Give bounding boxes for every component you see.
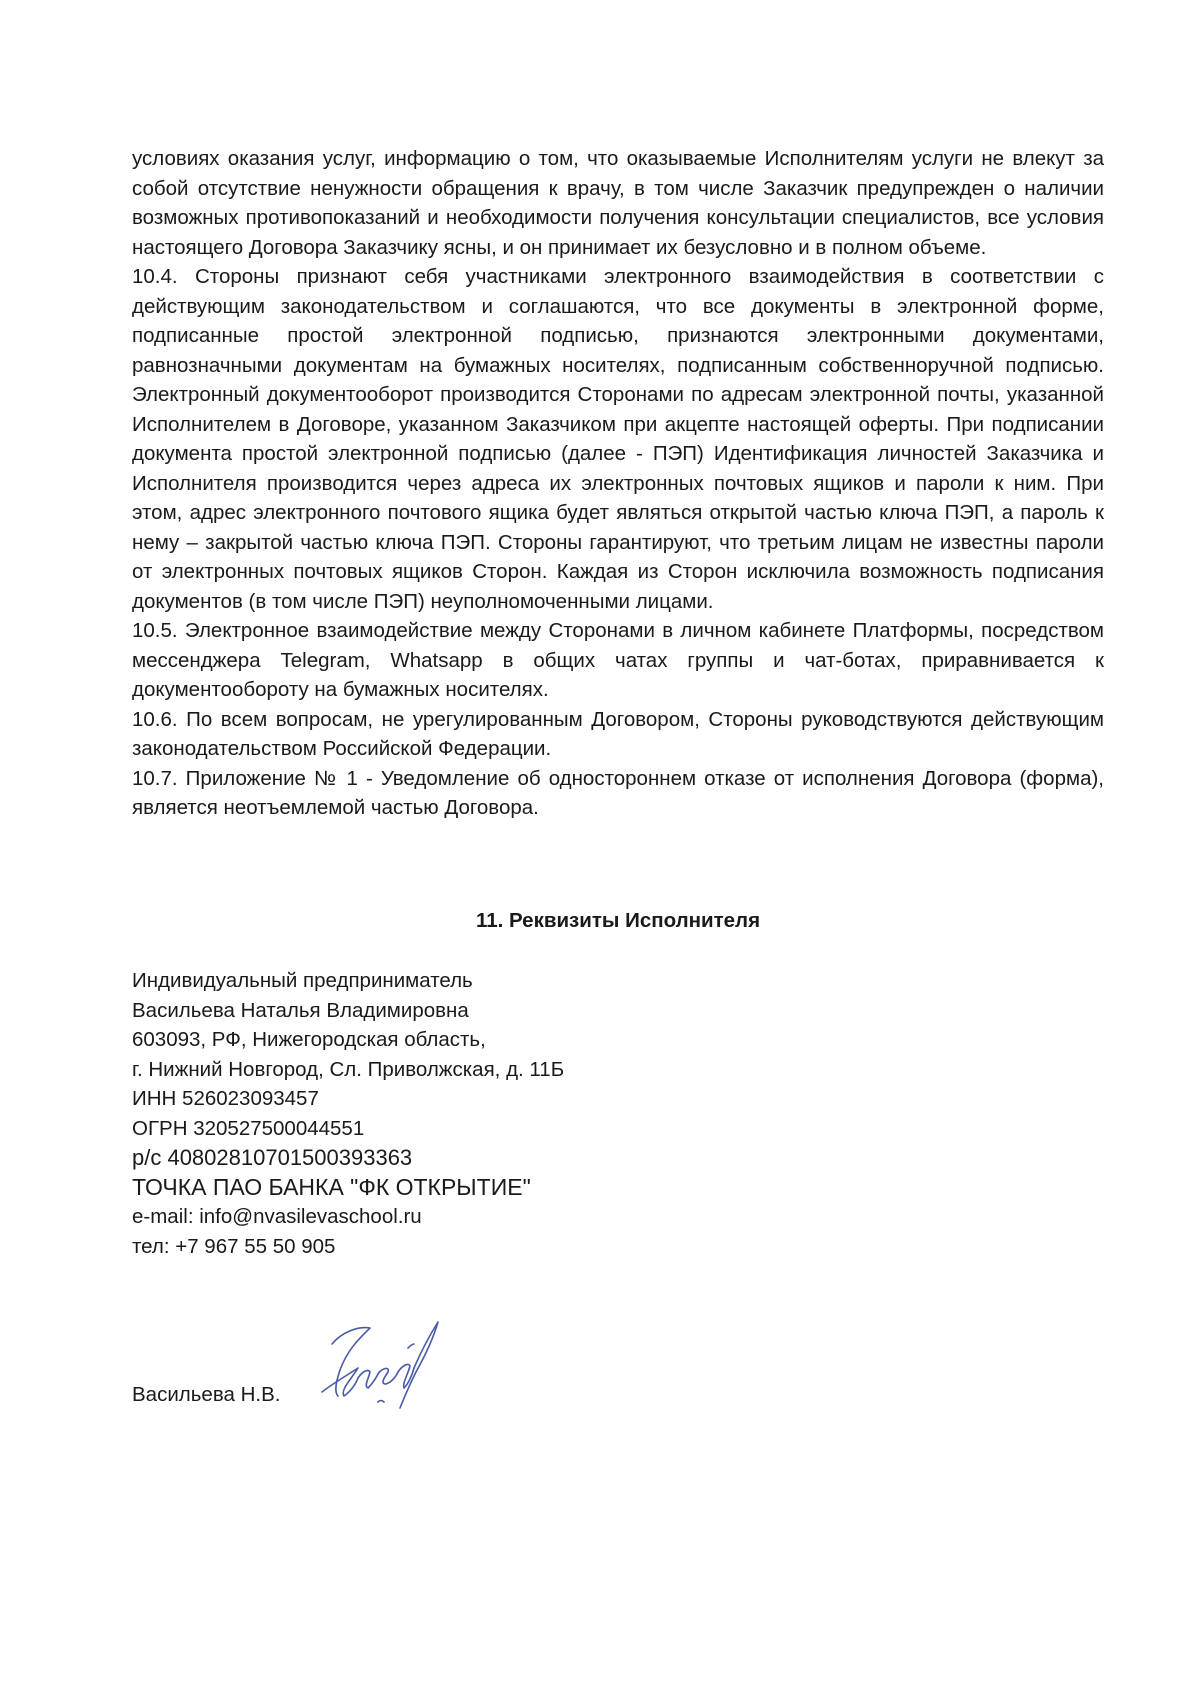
paragraph-continuation: условиях оказания услуг, информацию о том, что оказываемые Исполнителям услуги не влекут за собой отсутствие ненужности обращения к врачу, в том числе Заказчик предупрежден о наличии возможных противопоказаний и необходимости получения консультации специалистов, все условия настоящего Договора Заказчику ясны, и он принимает их безусловно и в полном объеме. bbox=[132, 147, 1104, 259]
details-inn: ИНН 526023093457 bbox=[132, 1087, 319, 1110]
handwritten-signature bbox=[318, 1292, 448, 1412]
details-address-region: 603093, РФ, Нижегородская область, bbox=[132, 1028, 486, 1051]
section-heading: 11. Реквизиты Исполнителя bbox=[475, 909, 761, 932]
paragraph-10-5: 10.5. Электронное взаимодействие между Сторонами в личном кабинете Платформы, посредством мессенджера Telegram, Whatsapp в общих чатах группы и чат-ботах, приравнивается к документообороту на бумажных носителях. bbox=[132, 619, 1104, 701]
details-email: e-mail: info@nvasilevaschool.ru bbox=[132, 1205, 422, 1228]
paragraph-10-4: 10.4. Стороны признают себя участниками электронного взаимодействия в соответствии с действующим законодательством и соглашаются, что все документы в электронной форме, подписанные простой электронной подписью, признаются электронными документами, равнозначными документам на бумажных носителях, подписанным собственноручной подписью. Электронный документооборот производится Сторонами по адресам электронной почты, указанной Исполнителем в Договоре, указанном Заказчиком при акцепте настоящей оферты. При подписании документа простой электронной подписью (далее - ПЭП) Идентификация личностей Заказчика и Исполнителя производится через адреса их электронных почтовых ящиков и пароли к ним. При этом, адрес электронного почтового ящика будет являться открытой частью ключа ПЭП, а пароль к нему – закрытой частью ключа ПЭП. Стороны гарантируют, что третьим лицам не известны пароли от электронных почтовых ящиков Сторон. Каждая из Сторон исключила возможность подписания документов (в том числе ПЭП) неуполномоченными лицами. bbox=[132, 265, 1104, 613]
contract-body bbox=[132, 144, 1104, 823]
contractor-details bbox=[132, 966, 932, 1261]
details-bank-name: ТОЧКА ПАО БАНКА "ФК ОТКРЫТИЕ" bbox=[132, 1173, 531, 1200]
details-ogrn: ОГРН 320527500044551 bbox=[132, 1116, 365, 1140]
paragraph-10-6: 10.6. По всем вопросам, не урегулированным Договором, Стороны руководствуются действующим законодательством Российской Федерации. bbox=[132, 707, 1104, 760]
details-bank-account: р/с 40802810701500393363 bbox=[132, 1145, 413, 1170]
details-entity-type: Индивидуальный предприниматель bbox=[132, 969, 473, 992]
details-full-name: Васильева Наталья Владимировна bbox=[132, 998, 469, 1022]
details-address-street: г. Нижний Новгород, Сл. Приволжская, д. 11Б bbox=[132, 1057, 565, 1081]
signer-name: Васильева Н.В. bbox=[132, 1383, 281, 1406]
paragraph-10-7: 10.7. Приложение № 1 - Уведомление об одностороннем отказе от исполнения Договора (форма), является неотъемлемой частью Договора. bbox=[132, 766, 1104, 819]
details-phone: тел: +7 967 55 50 905 bbox=[132, 1234, 336, 1258]
